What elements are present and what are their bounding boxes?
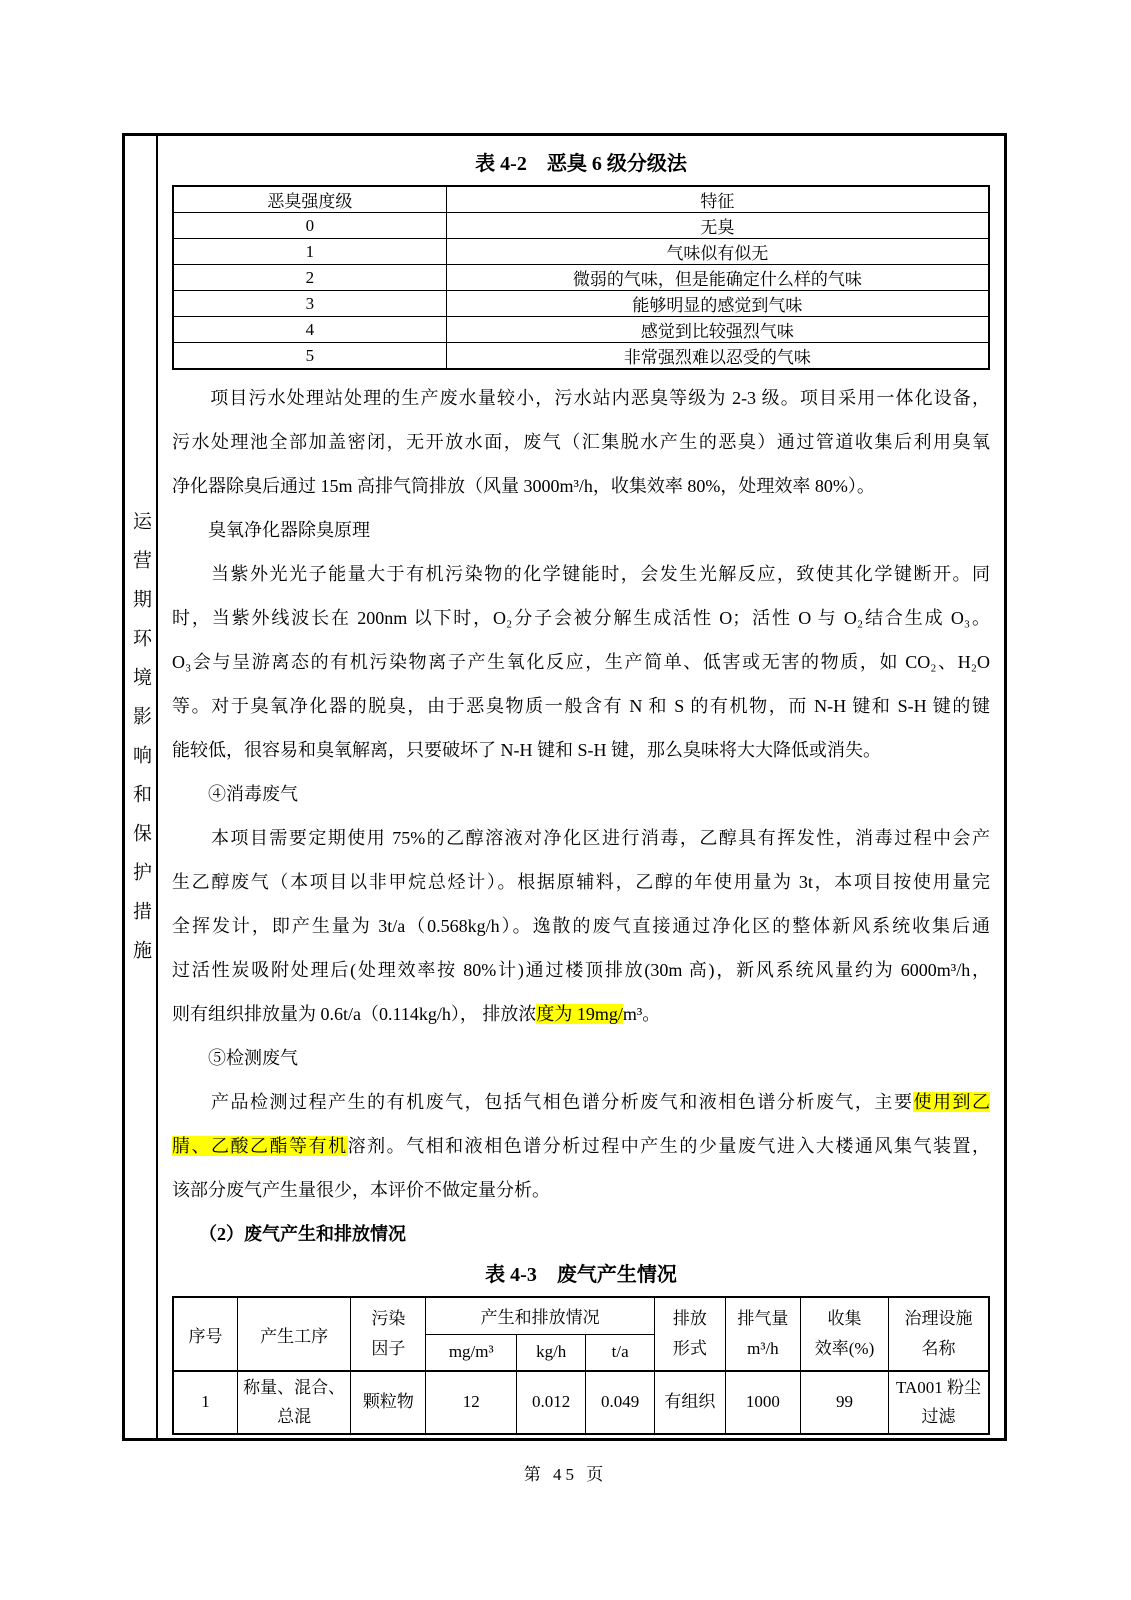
table-header-cell: 特征 bbox=[446, 186, 989, 213]
header-line: 收集 bbox=[827, 1309, 862, 1329]
table-cell: 1000 bbox=[725, 1371, 800, 1434]
text-line bbox=[172, 552, 990, 596]
text-segment: 则有组织排放量为 0.6t/a（0.114kg/h）， 排放浓 bbox=[172, 1004, 537, 1024]
text-segment: 净化器除臭后通过 15m 高排气筒排放（风量 3000m³/h，收集效率 80%，处理效率 80%）。 bbox=[172, 476, 875, 496]
text-line bbox=[172, 992, 990, 1036]
header-line: 名称 bbox=[921, 1339, 956, 1358]
page-frame bbox=[122, 133, 1007, 1441]
table-cell: 2 bbox=[173, 265, 446, 291]
text-line bbox=[172, 1168, 990, 1212]
page-footer: 第 45 页 bbox=[523, 1465, 608, 1484]
table-header-cell: 恶臭强度级 bbox=[173, 186, 446, 213]
text-segment: m³。 bbox=[622, 1004, 661, 1024]
table42-title: 表 4-2 恶臭 6 级分级法 bbox=[475, 153, 687, 175]
odor-grading-table bbox=[172, 185, 990, 370]
text-line bbox=[172, 640, 990, 684]
text-line bbox=[172, 464, 990, 508]
header-line: m³/h bbox=[747, 1339, 779, 1358]
header-line: 效率(%) bbox=[814, 1339, 875, 1358]
header-line: 治理设施 bbox=[904, 1309, 973, 1329]
sidebar bbox=[125, 136, 158, 1438]
header-line: 污染 bbox=[371, 1309, 406, 1329]
text-segment: 过活性炭吸附处理后(处理效率按 80%计)通过楼顶排放(30m 高)，新风系统风量约为 6000m³/h， bbox=[172, 960, 990, 980]
text-segment: 溶剂。气相和液相色谱分析过程中产生的少量废气进入大楼通风集气装置， bbox=[347, 1136, 990, 1156]
table-cell: 微弱的气味，但是能确定什么样的气味 bbox=[446, 265, 989, 291]
text-line bbox=[172, 948, 990, 992]
table-header-cell bbox=[351, 1297, 426, 1371]
table-cell: 0.012 bbox=[517, 1371, 586, 1434]
table-row bbox=[173, 317, 989, 343]
text-segment: 臭氧净化器除臭原理 bbox=[172, 520, 370, 540]
text-segment: 项目污水处理站处理的生产废水量较小，污水站内恶臭等级为 2-3 级。项目采用一体化设备， bbox=[172, 388, 990, 408]
table-cell: 有组织 bbox=[654, 1371, 725, 1434]
table-header-cell: t/a bbox=[586, 1334, 655, 1371]
text-segment: 产品检测过程产生的有机废气，包括气相色谱分析废气和液相色谱分析废气，主要 bbox=[172, 1092, 914, 1112]
text-segment: 时，当紫外线波长在 200nm 以下时，O₂分子会被分解生成活性 O；活性 O 与 O₂结合生成 O₃。 bbox=[172, 608, 990, 628]
text-line bbox=[172, 1080, 990, 1124]
table-cell: 1 bbox=[173, 239, 446, 265]
text-segment: ④消毒废气 bbox=[172, 784, 298, 804]
table-row bbox=[173, 343, 989, 370]
table-row bbox=[173, 213, 989, 239]
text-line bbox=[172, 376, 990, 420]
table-cell: TA001 粉尘过滤 bbox=[889, 1371, 989, 1434]
text-segment: 全挥发计，即产生量为 3t/a（0.568kg/h）。逸散的废气直接通过净化区的整体新风系统收集后通 bbox=[172, 916, 990, 936]
table-row bbox=[173, 239, 989, 265]
text-segment: 等。对于臭氧净化器的脱臭，由于恶臭物质一般含有 N 和 S 的有机物，而 N-H 键和 S-H 键的键 bbox=[172, 696, 990, 716]
text-line bbox=[172, 860, 990, 904]
text-line bbox=[172, 508, 990, 552]
text-segment: 本项目需要定期使用 75%的乙醇溶液对净化区进行消毒，乙醇具有挥发性，消毒过程中会产 bbox=[172, 828, 990, 848]
table-header-cell bbox=[654, 1297, 725, 1371]
text-segment: O₃会与呈游离态的有机污染物离子产生氧化反应，生产简单、低害或无害的物质，如 CO₂、H₂O bbox=[172, 652, 990, 672]
text-line bbox=[172, 728, 990, 772]
table-header-cell bbox=[725, 1297, 800, 1371]
text-line bbox=[172, 684, 990, 728]
table-header-row bbox=[173, 186, 989, 213]
table-cell: 12 bbox=[426, 1371, 517, 1434]
table-row bbox=[173, 291, 989, 317]
text-line bbox=[172, 816, 990, 860]
table-cell: 5 bbox=[173, 343, 446, 370]
body-text bbox=[172, 376, 990, 1256]
waste-gas-table bbox=[172, 1296, 990, 1435]
table-header-row bbox=[173, 1297, 989, 1334]
highlighted-text: 使用到乙 bbox=[913, 1092, 990, 1112]
table-cell: 3 bbox=[173, 291, 446, 317]
table-cell: 称量、混合、总混 bbox=[237, 1371, 350, 1434]
table-cell: 非常强烈难以忍受的气味 bbox=[446, 343, 989, 370]
text-segment: （2）废气产生和排放情况 bbox=[172, 1224, 406, 1244]
text-segment: 该部分废气产生量很少，本评价不做定量分析。 bbox=[172, 1180, 550, 1200]
text-line bbox=[172, 904, 990, 948]
table-header-cell: mg/m³ bbox=[426, 1334, 517, 1371]
header-line: 因子 bbox=[371, 1339, 406, 1358]
text-line bbox=[172, 1124, 990, 1168]
table-cell: 能够明显的感觉到气味 bbox=[446, 291, 989, 317]
header-line: 形式 bbox=[672, 1339, 707, 1358]
table-cell: 0 bbox=[173, 213, 446, 239]
text-line bbox=[172, 420, 990, 464]
table-header-cell: 产生工序 bbox=[237, 1297, 350, 1371]
header-line: 排气量 bbox=[737, 1309, 789, 1329]
table-cell: 0.049 bbox=[586, 1371, 655, 1434]
table-header-cell: 序号 bbox=[173, 1297, 237, 1371]
table43-title: 表 4-3 废气产生情况 bbox=[485, 1264, 677, 1286]
text-segment: ⑤检测废气 bbox=[172, 1048, 298, 1068]
text-segment: 污水处理池全部加盖密闭，无开放水面，废气（汇集脱水产生的恶臭）通过管道收集后利用臭氧 bbox=[172, 432, 990, 452]
table-header-cell bbox=[889, 1297, 989, 1371]
table-row bbox=[173, 1371, 989, 1434]
highlighted-text: 腈、乙酸乙酯等有机 bbox=[172, 1136, 348, 1156]
header-line: 排放 bbox=[672, 1309, 707, 1329]
table-cell: 气味似有似无 bbox=[446, 239, 989, 265]
text-line bbox=[172, 596, 990, 640]
table-header-cell: 产生和排放情况 bbox=[426, 1297, 654, 1334]
table-header-cell: kg/h bbox=[517, 1334, 586, 1371]
section-heading bbox=[172, 1212, 990, 1256]
table-cell: 颗粒物 bbox=[351, 1371, 426, 1434]
table-row bbox=[173, 265, 989, 291]
table-cell: 99 bbox=[800, 1371, 888, 1434]
table-cell: 感觉到比较强烈气味 bbox=[446, 317, 989, 343]
text-segment: 能较低，很容易和臭氧解离，只要破坏了 N-H 键和 S-H 键，那么臭味将大大降低或消失。 bbox=[172, 740, 881, 760]
sidebar-label: 运营期环境影响和保护措施 bbox=[130, 511, 151, 979]
table-cell: 1 bbox=[173, 1371, 237, 1434]
table-cell: 4 bbox=[173, 317, 446, 343]
table-cell: 无臭 bbox=[446, 213, 989, 239]
text-line bbox=[172, 772, 990, 816]
text-segment: 当紫外光光子能量大于有机污染物的化学键能时，会发生光解反应，致使其化学键断开。同 bbox=[172, 564, 990, 584]
text-line bbox=[172, 1036, 990, 1080]
page-content bbox=[158, 136, 1004, 1438]
highlighted-text: 度为 19mg/ bbox=[536, 1004, 623, 1024]
text-segment: 生乙醇废气（本项目以非甲烷总烃计）。根据原辅料，乙醇的年使用量为 3t，本项目按使用量完 bbox=[172, 872, 990, 892]
table-header-cell bbox=[800, 1297, 888, 1371]
